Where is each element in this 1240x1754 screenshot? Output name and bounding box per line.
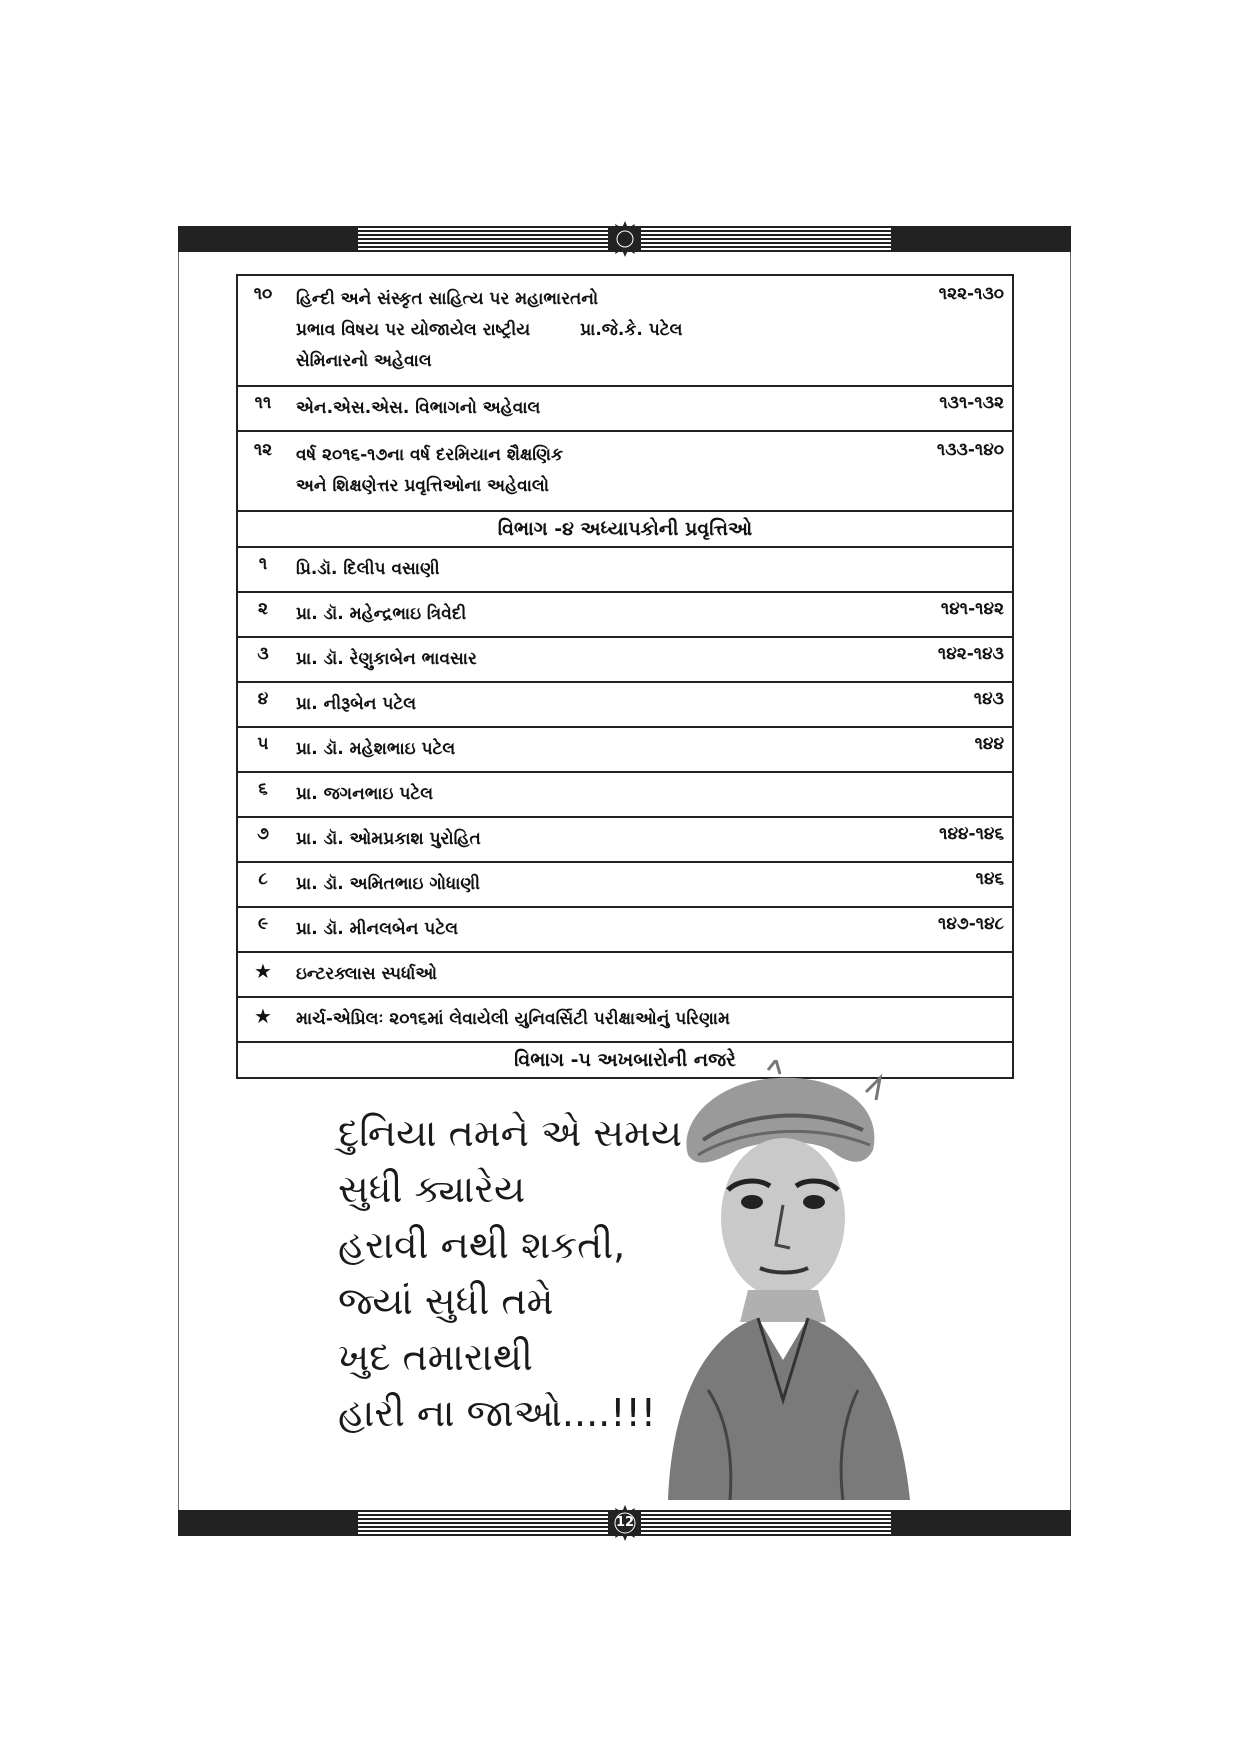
table-row bbox=[237, 431, 1013, 511]
entry-number: ૭ bbox=[237, 817, 288, 862]
entry-pages: ૧૪૩ bbox=[866, 682, 1013, 727]
entry-number: ૧૦ bbox=[237, 275, 288, 386]
entry-pages bbox=[866, 952, 1013, 997]
entry-number: ૧ bbox=[237, 547, 288, 592]
entry-pages: ૧૪૪-૧૪૬ bbox=[866, 817, 1013, 862]
table-row bbox=[237, 592, 1013, 637]
table-row bbox=[237, 952, 1013, 997]
entry-pages: ૧૪૪ bbox=[866, 727, 1013, 772]
entry-title-line: પ્રા. ડૉ. મીનલબેન પટેલ bbox=[296, 919, 459, 939]
entry-title bbox=[288, 862, 866, 907]
section-heading: વિભાગ -૪ અધ્યાપકોની પ્રવૃત્તિઓ bbox=[237, 511, 1013, 547]
entry-pages: ૧૪૨-૧૪૩ bbox=[866, 637, 1013, 682]
entry-title-line: માર્ચ-એપ્રિલઃ ૨૦૧૬માં લેવાયેલી યુનિવર્સિટી પરીક્ષાઓનું પરિણામ bbox=[296, 1009, 730, 1029]
entry-title-line: પ્રિ.ડૉ. દિલીપ વસાણી bbox=[296, 559, 440, 579]
table-of-contents bbox=[236, 274, 1014, 1079]
section-heading-row bbox=[237, 511, 1013, 547]
section-heading: વિભાગ -૫ અખબારોની નજરે bbox=[237, 1042, 1013, 1078]
quote-line: જ્યાં સુધી તમે bbox=[338, 1279, 554, 1323]
entry-pages bbox=[866, 772, 1013, 817]
entry-title bbox=[288, 772, 866, 817]
entry-title bbox=[288, 431, 866, 511]
footer-stripes-right bbox=[641, 1512, 891, 1534]
header-band bbox=[178, 226, 1071, 252]
table-row bbox=[237, 386, 1013, 431]
entry-title bbox=[288, 727, 866, 772]
entry-pages: ૧૨૨-૧૩૦ bbox=[866, 275, 1013, 386]
entry-title bbox=[288, 637, 866, 682]
entry-title-line: વર્ષ ૨૦૧૬-૧૭ના વર્ષ દરમિયાન શૈક્ષણિક bbox=[296, 445, 563, 465]
quote-line: ખુદ તમારાથી bbox=[338, 1335, 533, 1379]
table-row bbox=[237, 637, 1013, 682]
entry-title bbox=[288, 817, 866, 862]
entry-title-line: અને શિક્ષણેત્તર પ્રવૃત્તિઓના અહેવાલો bbox=[296, 476, 550, 496]
header-stripes-left bbox=[358, 228, 608, 250]
entry-title bbox=[288, 275, 866, 386]
quote-line: દુનિયા તમને એ સમય bbox=[338, 1111, 682, 1155]
page-number-medallion bbox=[607, 1505, 643, 1541]
quote-line: સુધી ક્યારેય bbox=[338, 1167, 526, 1211]
table-row bbox=[237, 727, 1013, 772]
entry-title bbox=[288, 547, 866, 592]
entry-pages bbox=[866, 547, 1013, 592]
entry-title-line: પ્રભાવ વિષય પર યોજાયેલ રાષ્ટ્રીય bbox=[296, 320, 531, 340]
entry-title-line: પ્રા. ડૉ. મહેશભાઇ પટેલ bbox=[296, 739, 456, 759]
entry-title-line: પ્રા. ડૉ. રેણુકાબેન ભાવસાર bbox=[296, 649, 477, 669]
quote-line: હારી ના જાઓ....!!! bbox=[338, 1391, 656, 1435]
entry-title bbox=[288, 682, 866, 727]
entry-title-line: સેમિનારનો અહેવાલ bbox=[296, 351, 432, 371]
entry-title-line: પ્રા. ડૉ. ઓમપ્રકાશ પુરોહિત bbox=[296, 829, 481, 849]
entry-title-line: ઇન્ટરક્લાસ સ્પર્ધાઓ bbox=[296, 964, 437, 984]
entry-pages: ૧૩૩-૧૪૦ bbox=[866, 431, 1013, 511]
entry-pages: ૧૪૧-૧૪૨ bbox=[866, 592, 1013, 637]
table-row bbox=[237, 862, 1013, 907]
entry-number: ૪ bbox=[237, 682, 288, 727]
table-row bbox=[237, 772, 1013, 817]
entry-title-line-wrap bbox=[296, 315, 858, 346]
table-continuation bbox=[236, 1032, 1014, 1050]
entry-title-line: પ્રા. નીરૂબેન પટેલ bbox=[296, 694, 417, 714]
entry-number: ૫ bbox=[237, 727, 288, 772]
entry-number: ૯ bbox=[237, 907, 288, 952]
entry-pages: ૧૪૬ bbox=[866, 862, 1013, 907]
footer-band bbox=[178, 1510, 1071, 1536]
entry-title-line: હિન્દી અને સંસ્કૃત સાહિત્ય પર મહાભારતનો bbox=[296, 289, 599, 309]
quote-line: હરાવી નથી શકતી, bbox=[338, 1223, 626, 1267]
entry-number: ૬ bbox=[237, 772, 288, 817]
entry-pages: ૧૩૧-૧૩૨ bbox=[866, 386, 1013, 431]
header-stripes-right bbox=[641, 228, 891, 250]
entry-title bbox=[288, 592, 866, 637]
entry-title bbox=[288, 907, 866, 952]
entry-title-line: પ્રા. જગનભાઇ પટેલ bbox=[296, 784, 434, 804]
entry-title-line: એન.એસ.એસ. વિભાગનો અહેવાલ bbox=[296, 398, 541, 418]
entry-author: પ્રા.જે.કે. પટેલ bbox=[580, 320, 683, 340]
footer-stripes-left bbox=[358, 1512, 608, 1534]
table-row bbox=[237, 547, 1013, 592]
table-row bbox=[237, 817, 1013, 862]
page-number: 12 bbox=[615, 1515, 635, 1530]
entry-title-line: પ્રા. ડૉ. અમિતભાઇ ગોધાણી bbox=[296, 874, 481, 894]
sunburst-ornament-icon bbox=[607, 221, 643, 257]
entry-number: ૨ bbox=[237, 592, 288, 637]
page-frame-right bbox=[1070, 250, 1071, 1530]
table-row bbox=[237, 275, 1013, 386]
entry-number: ૧૧ bbox=[237, 386, 288, 431]
star-bullet-icon: ★ bbox=[237, 997, 288, 1042]
page-frame-left bbox=[178, 250, 179, 1530]
entry-title bbox=[288, 952, 866, 997]
table-row bbox=[237, 682, 1013, 727]
entry-pages: ૧૪૭-૧૪૮ bbox=[866, 907, 1013, 952]
portrait-illustration bbox=[648, 1060, 918, 1500]
star-bullet-icon: ★ bbox=[237, 952, 288, 997]
entry-number: ૮ bbox=[237, 862, 288, 907]
entry-title-line: પ્રા. ડૉ. મહેન્દ્રભાઇ ત્રિવેદી bbox=[296, 604, 467, 624]
entry-title bbox=[288, 386, 866, 431]
table-row bbox=[237, 907, 1013, 952]
entry-number: ૧૨ bbox=[237, 431, 288, 511]
entry-number: ૩ bbox=[237, 637, 288, 682]
